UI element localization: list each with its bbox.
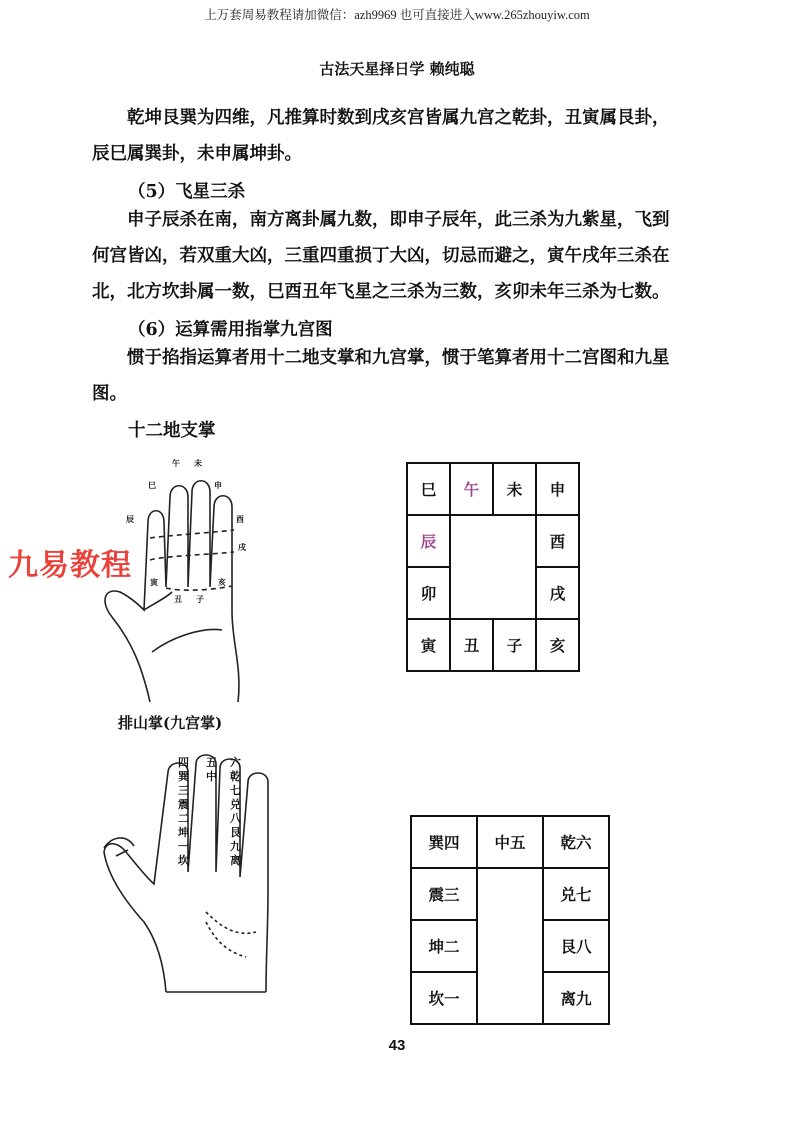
- paragraph-line: 惯于掐指运算者用十二地支掌和九宫掌，惯于笔算者用十二宫图和九星: [127, 348, 670, 368]
- branch-palm-label: 戌: [238, 542, 246, 552]
- branch-palm-label: 辰: [126, 514, 134, 524]
- palace-cell: 坎一: [411, 972, 477, 1024]
- palace-cell: 乾六: [543, 816, 609, 868]
- caption-palace-palm: 排山掌(九宫掌): [118, 714, 223, 732]
- branch-cell: 酉: [536, 515, 579, 567]
- branch-grid-center: [450, 515, 536, 619]
- paragraph-siwei: [92, 100, 712, 172]
- branch-cell: 未: [493, 463, 536, 515]
- branch-palm-label: 丑: [174, 594, 182, 604]
- paragraph-line: 申子辰杀在南，南方离卦属九数，即申子辰年，此三杀为九紫星，飞到: [127, 210, 670, 230]
- branch-cell: 卯: [407, 567, 450, 619]
- branch-cell: 丑: [450, 619, 493, 671]
- branch-cell: 子: [493, 619, 536, 671]
- branch-palm-label: 巳: [148, 480, 156, 490]
- palace-palm-column: 五中: [206, 756, 217, 783]
- watermark-logo: 九易教程: [8, 548, 132, 583]
- branch-grid: [406, 462, 580, 672]
- caption-branch-palm: 十二地支掌: [128, 421, 216, 441]
- palace-grid-center: [477, 868, 543, 1024]
- palace-cell: 巽四: [411, 816, 477, 868]
- palace-palm-column: 六乾七兑八艮九离: [230, 756, 241, 867]
- section-heading-5: （5）飞星三杀: [128, 182, 246, 202]
- branch-palm-label: 酉: [236, 514, 244, 524]
- branch-palm-label: 未: [194, 458, 202, 468]
- section-heading-6: （6）运算需用指掌九宫图: [128, 320, 333, 340]
- branch-palm-label: 子: [196, 594, 204, 604]
- palace-cell: 艮八: [543, 920, 609, 972]
- branch-cell: 午: [450, 463, 493, 515]
- paragraph-line: 辰巳属巽卦，未申属坤卦。: [92, 144, 302, 164]
- paragraph-line: 北，北方坎卦属一数，巳酉丑年飞星之三杀为三数，亥卯未年三杀为七数。: [92, 282, 670, 302]
- page-number: 43: [388, 1037, 406, 1054]
- paragraph-line: 图。: [92, 384, 127, 404]
- paragraph-line: 何宫皆凶，若双重大凶，三重四重损丁大凶，切忌而避之，寅午戌年三杀在: [92, 246, 670, 266]
- palace-grid: [410, 815, 610, 1025]
- palace-palm-column: 四巽三震二坤一坎: [178, 756, 189, 867]
- running-header: 古法天星择日学 赖纯聪: [319, 60, 475, 78]
- branch-cell: 辰: [407, 515, 450, 567]
- paragraph-line: 乾坤艮巽为四维，凡推算时数到戌亥宫皆属九宫之乾卦，丑寅属艮卦，: [127, 108, 670, 128]
- branch-cell: 寅: [407, 619, 450, 671]
- branch-palm-label: 申: [214, 480, 222, 490]
- palace-cell: 坤二: [411, 920, 477, 972]
- branch-palm-label: 午: [172, 458, 180, 468]
- branch-palm-label: 亥: [218, 577, 226, 587]
- branch-cell: 申: [536, 463, 579, 515]
- palace-palm-drawing: [96, 752, 286, 1002]
- paragraph-feixing: [92, 202, 712, 310]
- palace-cell: 中五: [477, 816, 543, 868]
- branch-cell: 戌: [536, 567, 579, 619]
- branch-cell: 巳: [407, 463, 450, 515]
- top-banner: 上万套周易教程请加微信：azh9969 也可直接进入www.265zhouyiw.com: [204, 8, 590, 22]
- branch-palm-label: 寅: [150, 577, 158, 587]
- palace-cell: 离九: [543, 972, 609, 1024]
- palace-cell: 兑七: [543, 868, 609, 920]
- branch-cell: 亥: [536, 619, 579, 671]
- palace-cell: 震三: [411, 868, 477, 920]
- paragraph-yunsuan: [92, 340, 712, 412]
